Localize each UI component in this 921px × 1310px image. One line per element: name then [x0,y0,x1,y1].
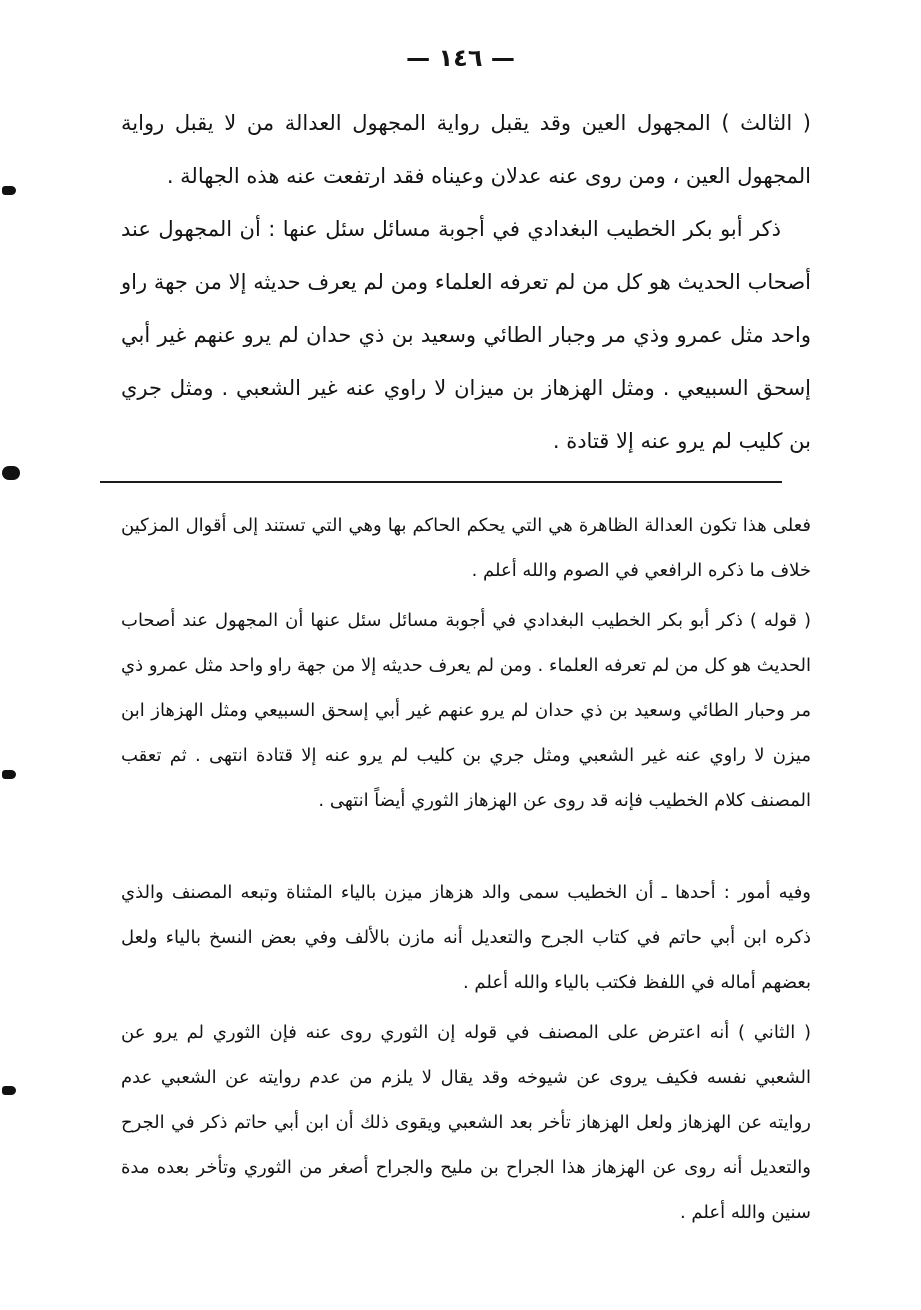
footnote-paragraph: ( الثاني ) أنه اعترض على المصنف في قوله إن الثوري روى عنه فإن الثوري لم يرو عن الشعبي نفسه فكيف يروى عن شيوخه وقد يقال لا يلزم من عدم روايته عن الشعبي عدم روايته عن الهزهاز ولعل الهزهاز تأخر بعد الشعبي ويقوى ذلك أن ابن أبي حاتم ذكر في الجرح والتعديل أنه روى عن الهزهاز هذا الجراح بن مليح والجراح أصغر من الثوري وتأخر بعده مدة سنين والله أعلم . [121,1022,811,1223]
margin-mark [2,186,16,195]
margin-mark [2,1086,16,1095]
main-paragraph: ذكر أبو بكر الخطيب البغدادي في أجوبة مسائل سئل عنها : أن المجهول عند أصحاب الحديث هو كل من لم تعرفه العلماء ومن لم يعرف حديثه إلا من جهة راو واحد مثل عمرو وذي مر وجبار الطائي وسعيد بن ذي حدان لم يرو عنهم غير أبي إسحق السبيعي . ومثل الهزهاز بن ميزان لا راوي عنه غير الشعبي . ومثل جري بن كليب لم يرو عنه إلا قتادة . [121,217,811,453]
margin-mark [2,466,20,480]
margin-mark [2,770,16,779]
page-number: — ١٤٦ — [406,44,515,72]
footnote-separator [100,481,782,483]
footnote-paragraph: فعلى هذا تكون العدالة الظاهرة هي التي يحكم الحاكم بها وهي التي تستند إلى أقوال المزكين خلاف ما ذكره الرافعي في الصوم والله أعلم . [121,515,811,581]
main-paragraph: ( الثالث ) المجهول العين وقد يقبل رواية المجهول العدالة من لا يقبل رواية المجهول العين ، ومن روى عنه عدلان وعيناه فقد ارتفعت عنه هذه الجهالة . [121,111,811,188]
footnote-paragraph: وفيه أمور : أحدها ـ أن الخطيب سمى والد هزهاز ميزن بالياء المثناة وتبعه المصنف والذي ذكره ابن أبي حاتم في كتاب الجرح والتعديل أنه مازن بالألف وفي بعض النسخ بالياء ولعل بعضهم أماله في اللفظ فكتب بالياء والله أعلم . [121,882,811,993]
footnote-paragraph: ( قوله ) ذكر أبو بكر الخطيب البغدادي في أجوبة مسائل سئل عنها أن المجهول عند أصحاب الحديث هو كل من لم تعرفه العلماء . ومن لم يعرف حديثه إلا من جهة راو واحد مثل عمرو ذي مر وحبار الطائي وسعيد بن ذي حدان لم يرو عنهم غير أبي إسحق السبيعي ومثل الهزهاز ابن ميزن لا راوي عنه غير الشعبي ومثل جري بن كليب لم يرو عنه إلا قتادة انتهى . ثم تعقب المصنف كلام الخطيب فإنه قد روى عن الهزهاز الثوري أيضاً انتهى . [121,610,811,811]
main-text [121,97,811,468]
